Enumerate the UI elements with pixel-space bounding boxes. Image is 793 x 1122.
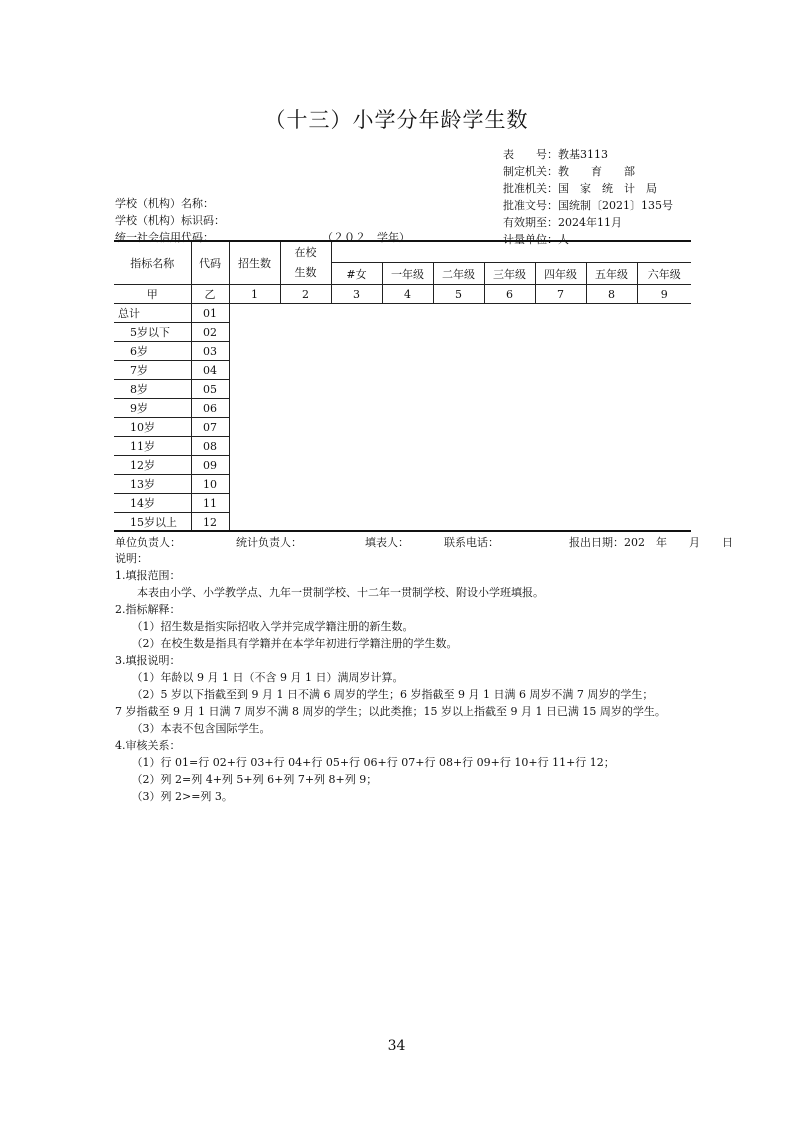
- header-enrolled: 在校生数: [280, 241, 331, 285]
- note-line: 4.审核关系：: [115, 739, 181, 752]
- form-number: 表 号：教基3113: [503, 148, 608, 161]
- index-cell: 8: [586, 285, 637, 304]
- data-area: [229, 304, 691, 532]
- page-title: （十三）小学分年龄学生数: [264, 108, 529, 132]
- note-line: （1）招生数是指实际招收入学并完成学籍注册的新生数。: [115, 620, 414, 633]
- row-code: 03: [191, 342, 229, 361]
- index-cell: 乙: [191, 285, 229, 304]
- page-number: 34: [387, 1038, 406, 1054]
- note-line: 1.填报范围：: [115, 569, 181, 582]
- index-cell: 1: [229, 285, 280, 304]
- index-cell: 2: [280, 285, 331, 304]
- index-cell: 4: [382, 285, 433, 304]
- header-female: #女: [331, 263, 382, 285]
- row-name: 6岁: [114, 342, 191, 361]
- header-grade-6: 六年级: [637, 263, 691, 285]
- form-meta-left: [115, 195, 225, 246]
- header-indicator: 指标名称: [114, 241, 191, 285]
- table-header-row-1: [114, 241, 691, 263]
- note-line: 本表由小学、小学教学点、九年一贯制学校、十二年一贯制学校、附设小学班填报。: [115, 586, 544, 599]
- header-grade-5: 五年级: [586, 263, 637, 285]
- note-line: 2.指标解释：: [115, 603, 181, 616]
- notes-heading: 说明：: [115, 552, 148, 565]
- phone-label: 联系电话：: [444, 536, 499, 549]
- index-cell: 甲: [114, 285, 191, 304]
- school-id-field: 学校（机构）标识码：: [115, 214, 225, 227]
- row-name: 14岁: [114, 494, 191, 513]
- age-student-table: [114, 240, 691, 531]
- filler-label: 填表人：: [365, 536, 409, 549]
- stat-head-label: 统计负责人：: [236, 536, 302, 549]
- table-top-rule: [114, 240, 691, 242]
- note-line: （2）列 2=列 4+列 5+列 6+列 7+列 8+列 9；: [115, 773, 378, 786]
- note-line: （2）5 岁以下指截至到 9 月 1 日不满 6 周岁的学生；6 岁指截至 9 月 1 日满 6 周岁不满 7 周岁的学生；: [115, 688, 654, 701]
- note-line: （3）本表不包含国际学生。: [115, 722, 271, 735]
- row-name: 总计: [114, 304, 191, 323]
- row-code: 07: [191, 418, 229, 437]
- school-name-field: 学校（机构）名称：: [115, 197, 214, 210]
- row-code: 10: [191, 475, 229, 494]
- index-cell: 5: [433, 285, 484, 304]
- school-year-label: （２０２ 学年）: [322, 231, 410, 244]
- row-name: 10岁: [114, 418, 191, 437]
- row-name: 7岁: [114, 361, 191, 380]
- index-cell: 3: [331, 285, 382, 304]
- report-date-label: 报出日期：202 年 月 日: [569, 536, 733, 549]
- row-code: 12: [191, 513, 229, 532]
- approving-authority: 批准机关：国 家 统 计 局: [503, 182, 657, 195]
- header-grade-3: 三年级: [484, 263, 535, 285]
- notes-section: [115, 550, 666, 805]
- unit-of-measure: 计量单位：人: [503, 233, 569, 246]
- row-code: 05: [191, 380, 229, 399]
- note-line: 3.填报说明：: [115, 654, 181, 667]
- credit-code-field: 统一社会信用代码：: [115, 231, 214, 244]
- row-code: 11: [191, 494, 229, 513]
- index-cell: 6: [484, 285, 535, 304]
- table-row: [114, 304, 691, 323]
- row-code: 09: [191, 456, 229, 475]
- row-name: 9岁: [114, 399, 191, 418]
- row-code: 06: [191, 399, 229, 418]
- table-bottom-rule: [114, 530, 691, 532]
- row-code: 04: [191, 361, 229, 380]
- note-line: （3）列 2>=列 3。: [115, 790, 233, 803]
- row-name: 8岁: [114, 380, 191, 399]
- header-grade-4: 四年级: [535, 263, 586, 285]
- header-grade-1: 一年级: [382, 263, 433, 285]
- index-cell: 9: [637, 285, 691, 304]
- issuing-authority: 制定机关：教 育 部: [503, 165, 635, 178]
- row-name: 11岁: [114, 437, 191, 456]
- header-grade-2: 二年级: [433, 263, 484, 285]
- approval-number: 批准文号：国统制〔2021〕135号: [503, 199, 673, 212]
- note-line: （1）年龄以 9 月 1 日（不含 9 月 1 日）满周岁计算。: [115, 671, 404, 684]
- row-code: 08: [191, 437, 229, 456]
- row-code: 01: [191, 304, 229, 323]
- note-line: （2）在校生数是指具有学籍并在本学年初进行学籍注册的学生数。: [115, 637, 458, 650]
- unit-head-label: 单位负责人：: [115, 536, 181, 549]
- row-name: 5岁以下: [114, 323, 191, 342]
- index-cell: 7: [535, 285, 586, 304]
- header-code: 代码: [191, 241, 229, 285]
- row-name: 12岁: [114, 456, 191, 475]
- valid-until: 有效期至：2024年11月: [503, 216, 622, 229]
- note-line: 7 岁指截至 9 月 1 日满 7 周岁不满 8 周岁的学生；以此类推；15 岁以上指截至 9 月 1 日已满 15 周岁的学生。: [115, 705, 666, 718]
- row-code: 02: [191, 323, 229, 342]
- index-row: [114, 285, 691, 304]
- note-line: （1）行 01=行 02+行 03+行 04+行 05+行 06+行 07+行 08+行 09+行 10+行 11+行 12；: [115, 756, 615, 769]
- row-name: 13岁: [114, 475, 191, 494]
- row-name: 15岁以上: [114, 513, 191, 532]
- header-admit: 招生数: [229, 241, 280, 285]
- form-meta-right: [503, 146, 673, 248]
